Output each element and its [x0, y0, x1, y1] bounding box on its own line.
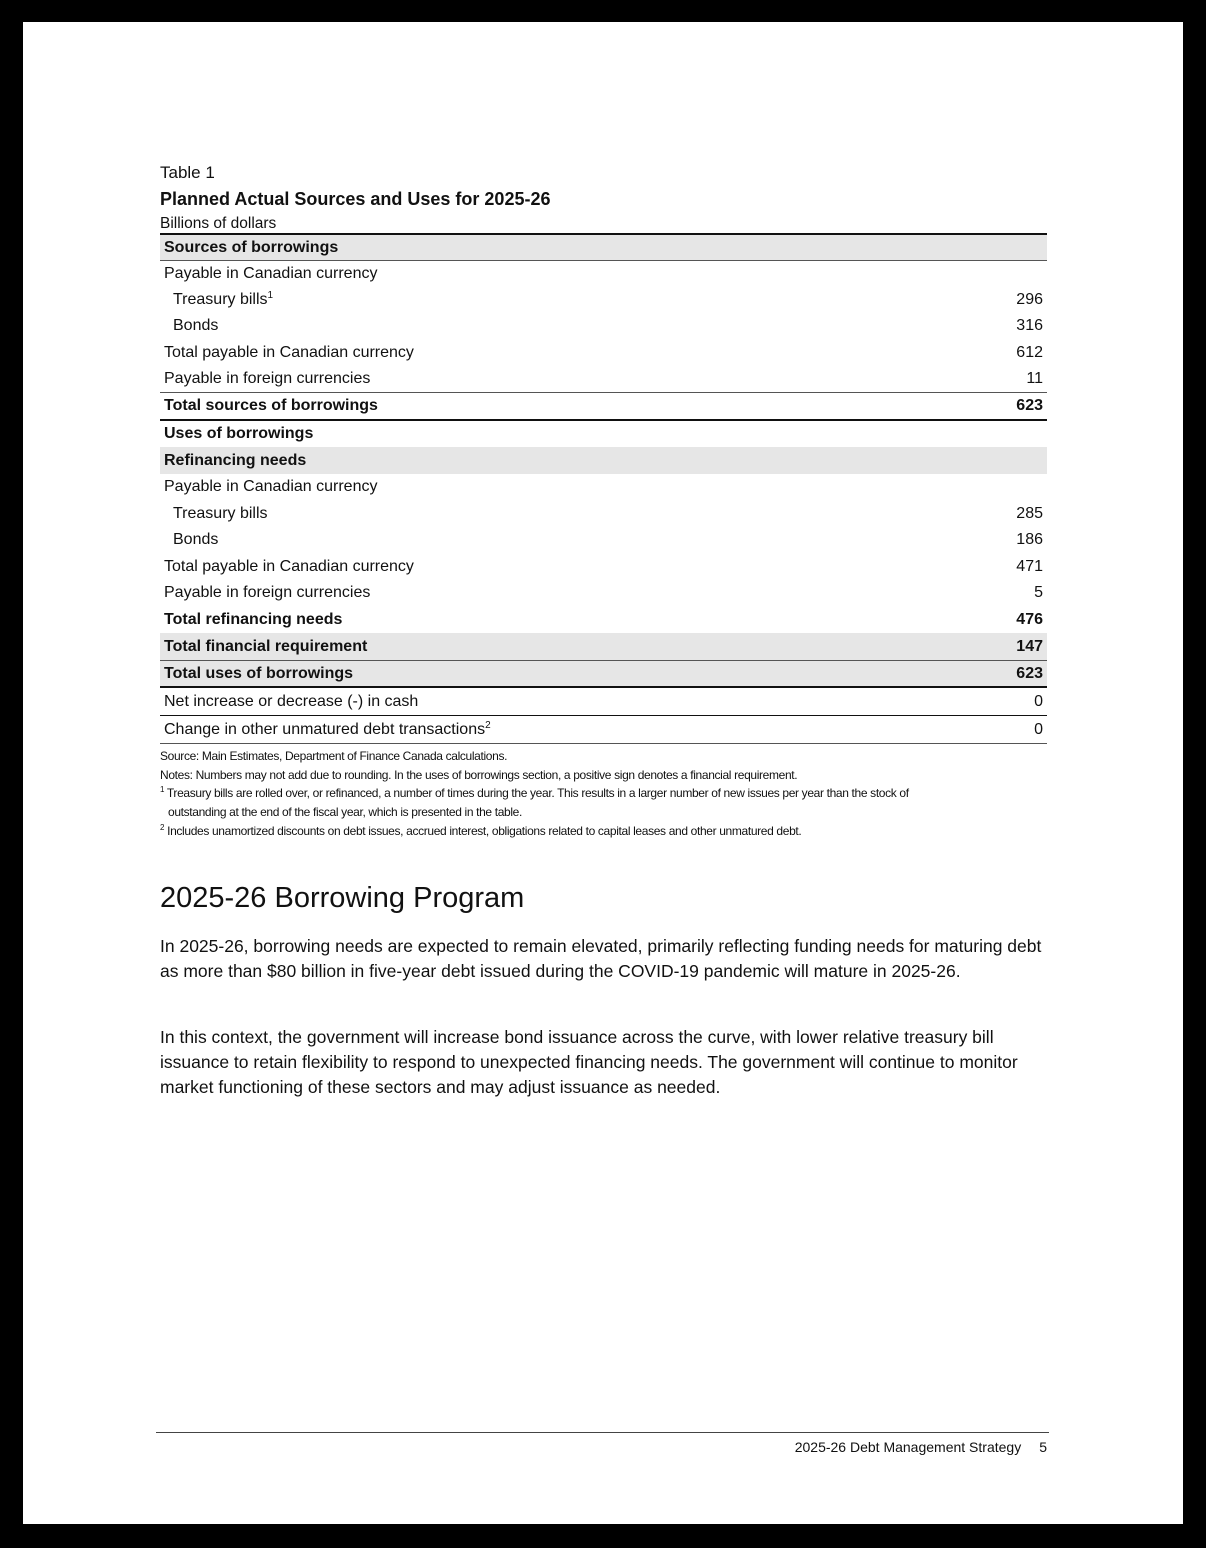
- row-value: 5: [1034, 584, 1043, 601]
- general-note: Notes: Numbers may not add due to rounding. In the uses of borrowings section, a positive sign denotes a financial requirement.: [160, 767, 798, 782]
- row-value: 186: [1016, 531, 1043, 548]
- row-value: 612: [1016, 343, 1043, 361]
- footnote-1: [160, 784, 1047, 803]
- footnote-1-continued: outstanding at the end of the fiscal year, which is presented in the table.: [168, 805, 522, 820]
- row-label: Total sources of borrowings: [164, 397, 378, 414]
- row-label: Treasury bills: [173, 504, 268, 522]
- table-notes: [160, 747, 1047, 841]
- row-label: Total financial requirement: [164, 637, 368, 655]
- row-label: Payable in foreign currencies: [164, 584, 371, 601]
- table-title: Planned Actual Sources and Uses for 2025-26: [160, 189, 551, 209]
- table-row: [160, 474, 1047, 500]
- paragraph: In 2025-26, borrowing needs are expected to remain elevated, primarily reflecting funding needs for maturing debt as more than $80 billion in five-year debt issued during the COVID-19 pandemic will mature in 2025-26.: [160, 936, 1042, 981]
- sources-uses-table: [160, 233, 1047, 744]
- footnote-ref-2: 2: [485, 719, 491, 731]
- table-units: Billions of dollars: [160, 215, 277, 232]
- row-label: Change in other unmatured debt transactions$^2$: [164, 719, 491, 738]
- row-value: 285: [1016, 504, 1043, 522]
- table-row-refinancing-header: [160, 447, 1047, 474]
- row-label: Total payable in Canadian currency: [164, 343, 414, 361]
- table-row: [160, 527, 1047, 553]
- content-column: [160, 22, 1047, 1524]
- row-label: Payable in foreign currencies: [164, 370, 371, 387]
- row-label: Payable in Canadian currency: [164, 264, 378, 282]
- row-value: 471: [1016, 557, 1043, 575]
- footnote-2: [160, 822, 1047, 841]
- footer-divider: [156, 1432, 1049, 1433]
- paragraph: In this context, the government will increase bond issuance across the curve, with lower relative treasury bill issuance to retain flexibility to respond to unexpected financing needs. The government will continue to monitor market functioning of these sectors and may adjust issuance as needed.: [160, 1027, 1018, 1097]
- table-row: [160, 286, 1047, 313]
- row-value: 0: [1034, 692, 1043, 710]
- row-value: 623: [1016, 664, 1043, 682]
- row-label: Total uses of borrowings: [164, 664, 354, 682]
- row-label: Total payable in Canadian currency: [164, 557, 414, 575]
- row-value: 147: [1016, 637, 1043, 655]
- table-row: [160, 500, 1047, 527]
- table-row-unmatured-debt: [160, 716, 1047, 744]
- row-label: Bonds: [173, 317, 219, 334]
- table-row: [160, 339, 1047, 366]
- table-row-total-sources: [160, 392, 1047, 421]
- row-value: 623: [1016, 397, 1043, 414]
- row-value: 11: [1026, 370, 1043, 387]
- table-row: [160, 366, 1047, 392]
- row-label: Uses of borrowings: [164, 425, 314, 442]
- table-row: [160, 313, 1047, 339]
- row-value: 0: [1034, 720, 1043, 738]
- table-row-total-uses: [160, 660, 1047, 688]
- table-row-total-refinancing: [160, 606, 1047, 633]
- table-row: [160, 553, 1047, 580]
- footnote-mark: 2: [160, 822, 165, 832]
- row-label: Refinancing needs: [164, 451, 307, 469]
- page-number: 5: [1039, 1439, 1047, 1455]
- source-note: Source: Main Estimates, Department of Finance Canada calculations.: [160, 749, 508, 763]
- row-label: Total refinancing needs: [164, 610, 343, 628]
- table-row-total-financial-requirement: [160, 633, 1047, 660]
- footer-title: 2025-26 Debt Management Strategy: [794, 1439, 1022, 1455]
- row-label: Bonds: [173, 531, 219, 548]
- row-label: Treasury bills$^1$: [173, 289, 274, 308]
- table-row-net-cash: [160, 688, 1047, 716]
- table-row: [160, 580, 1047, 606]
- row-value: 296: [1016, 290, 1043, 308]
- page-footer: [160, 1436, 1047, 1458]
- table-row-sources-header: [160, 233, 1047, 260]
- section-heading: 2025-26 Borrowing Program: [160, 882, 525, 914]
- row-label: Payable in Canadian currency: [164, 478, 378, 495]
- table-number: Table 1: [160, 163, 215, 182]
- document-page: [23, 22, 1183, 1524]
- footnote-mark: 1: [160, 785, 165, 795]
- footnote-text: Treasury bills are rolled over, or refinanced, a number of times during the year. This results in a larger number of new issues per year than the stock of: [166, 786, 909, 801]
- footnote-text: Includes unamortized discounts on debt issues, accrued interest, obligations related to capital leases and other unmatured debt.: [167, 823, 802, 838]
- row-value: 476: [1016, 610, 1043, 628]
- footnote-ref-1: 1: [267, 289, 274, 301]
- table-row: [160, 260, 1047, 286]
- row-value: 316: [1016, 317, 1043, 334]
- row-label: Net increase or decrease (-) in cash: [164, 692, 419, 710]
- row-label: Sources of borrowings: [164, 238, 339, 256]
- table-row-uses-header: [160, 421, 1047, 447]
